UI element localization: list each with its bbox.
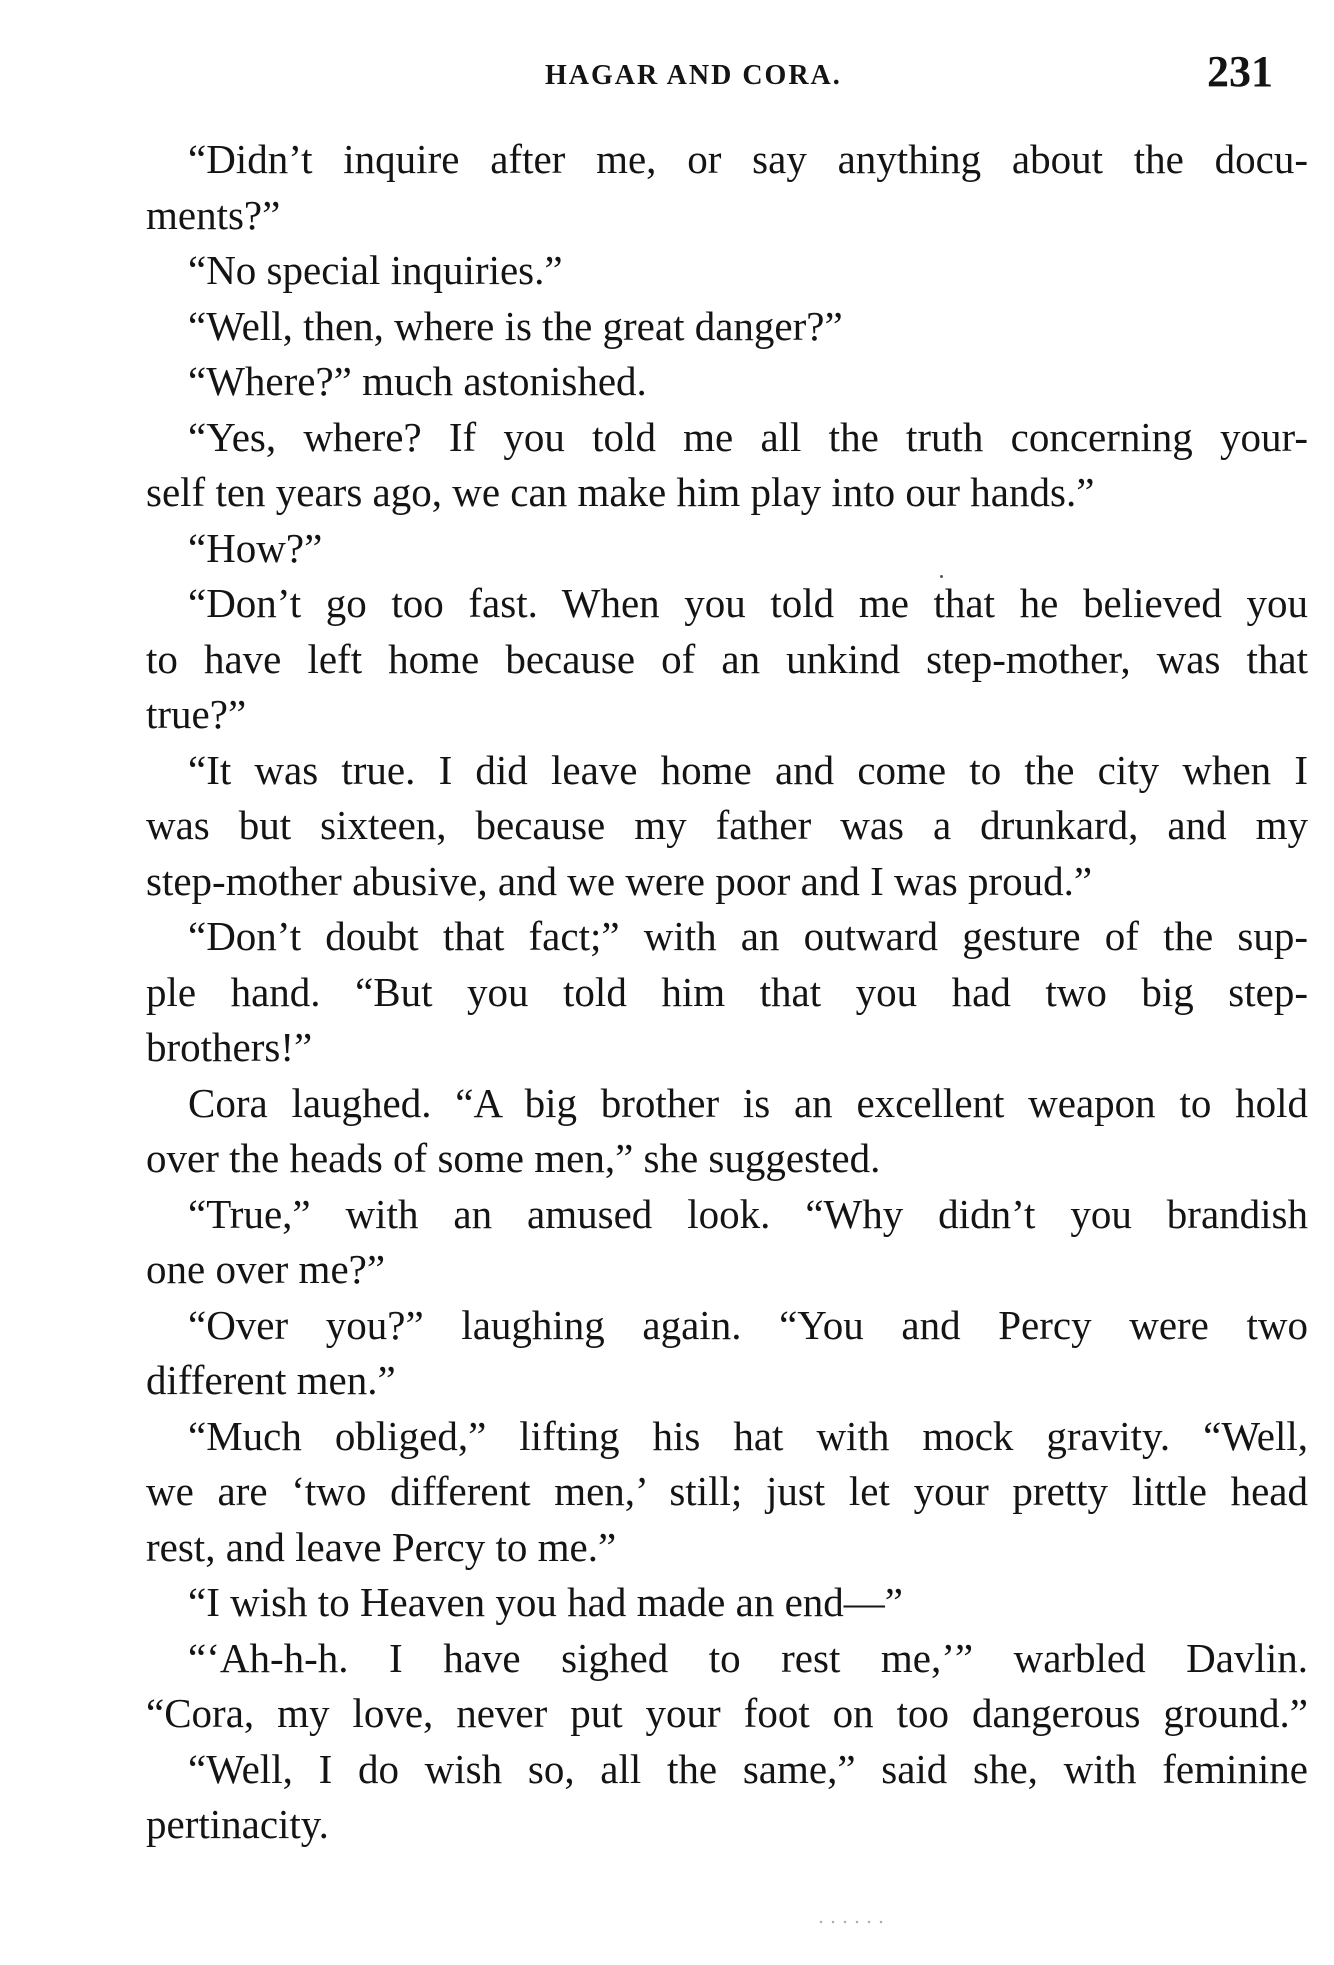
print-dots	[815, 1920, 885, 1924]
text-line: ments?”	[146, 191, 281, 238]
text-line: “True,” with an amused look. “Why didn’t you brandish	[188, 1190, 1308, 1237]
text-line: different men.”	[146, 1357, 396, 1403]
text-line: “Well, I do wish so, all the same,” said she, with feminine	[188, 1745, 1308, 1792]
text-line: was but sixteen, because my father was a drunkard, and my	[146, 802, 1308, 848]
text-line: ple hand. “But you told him that you had two big step-	[146, 968, 1308, 1015]
running-head	[0, 46, 1334, 106]
text-line: we are ‘two different men,’ still; just let your pretty little head	[146, 1468, 1308, 1514]
running-title: HAGAR AND CORA.	[545, 60, 842, 91]
text-line: “Yes, where? If you told me all the truth concerning your-	[188, 413, 1308, 460]
text-line: “Don’t doubt that fact;” with an outward gesture of the sup-	[188, 913, 1308, 959]
body-text	[146, 132, 1308, 1853]
text-line: “Don’t go too fast. When you told me that he believed you	[188, 580, 1308, 626]
text-line: self ten years ago, we can make him play into our hands.”	[146, 469, 1095, 515]
text-line: true?”	[146, 691, 247, 737]
text-line: to have left home because of an unkind step-mother, was that	[146, 635, 1308, 682]
text-line: “Much obliged,” lifting his hat with mock gravity. “Well,	[188, 1412, 1308, 1459]
print-speck	[940, 575, 943, 578]
text-line: brothers!”	[146, 1024, 313, 1070]
text-line: “Cora, my love, never put your foot on too dangerous ground.”	[146, 1690, 1308, 1736]
text-line: “No special inquiries.”	[188, 247, 563, 293]
text-line: one over me?”	[146, 1246, 386, 1292]
text-line: “Where?” much astonished.	[188, 358, 647, 404]
text-line: “I wish to Heaven you had made an end—”	[188, 1579, 903, 1625]
page-number: 231	[1207, 47, 1273, 96]
text-line: “Didn’t inquire after me, or say anything about the docu-	[188, 136, 1308, 182]
text-line: “It was true. I did leave home and come to the city when I	[188, 746, 1308, 793]
text-line: “Well, then, where is the great danger?”	[188, 302, 843, 349]
text-line: pertinacity.	[146, 1801, 329, 1847]
text-line: “‘Ah-h-h. I have sighed to rest me,’” warbled Davlin.	[188, 1634, 1308, 1681]
text-line: “Over you?” laughing again. “You and Percy were two	[188, 1301, 1308, 1348]
text-line: step-mother abusive, and we were poor and I was proud.”	[146, 857, 1093, 904]
text-line: over the heads of some men,” she suggested.	[146, 1135, 881, 1181]
text-line: Cora laughed. “A big brother is an excellent weapon to hold	[188, 1079, 1308, 1126]
text-line: rest, and leave Percy to me.”	[146, 1523, 617, 1570]
text-line: “How?”	[188, 524, 323, 571]
